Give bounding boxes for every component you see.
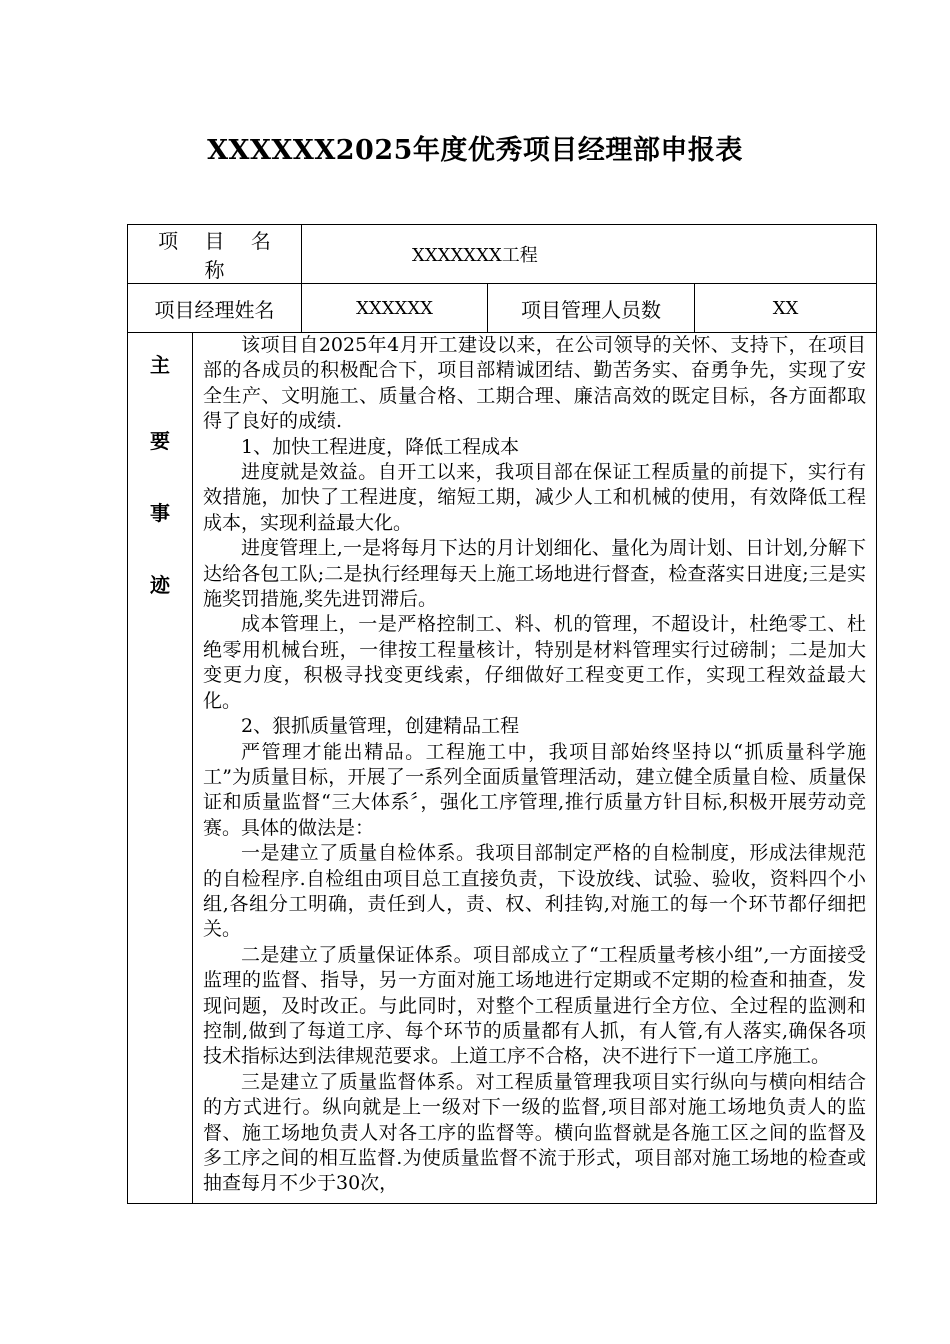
paragraph: 进度就是效益。自开工以来，我项目部在保证工程质量的前提下，实行有效措施，加快了工程进度，缩短工期，减少人工和机械的使用，有效降低工程成本，实现利益最大化。	[203, 461, 867, 534]
paragraph: 该项目自2025年4月开工建设以来，在公司领导的关怀、支持下，在项目部的各成员的积极配合下，项目部精诚团结、勤苦务实、奋勇争先，实现了安全生产、文明施工、质量合格、工期合理、廉洁高效的既定目标，各方面都取得了良好的成绩.	[203, 334, 867, 433]
main-deeds-char: 事	[150, 501, 170, 525]
project-name-value: XXXXXXX工程	[302, 225, 877, 284]
paragraph: 一是建立了质量自检体系。我项目部制定严格的自检制度，形成法律规范的自检程序.自检组由项目总工直接负责，下设放线、试验、验收，资料四个小组,各组分工明确，责任到人，责、权、利挂钩,对施工的每一个环节都仔细把关。	[203, 842, 867, 941]
main-deeds-char: 主	[150, 353, 170, 377]
project-name-label: 项 目 名 称	[128, 225, 302, 284]
page-title: XXXXXX2025年度优秀项目经理部申报表	[207, 135, 743, 166]
paragraph: 三是建立了质量监督体系。对工程质量管理我项目实行纵向与横向相结合的方式进行。纵向就是上一级对下一级的监督,项目部对施工场地负责人的监督、施工场地负责人对各工序的监督等。横向监督就是各施工区之间的监督及多工序之间的相互监督.为使质量监督不流于形式，项目部对施工场地的检查或抽查每月不少于30次，	[203, 1070, 867, 1195]
application-form-table	[127, 224, 877, 1204]
main-deeds-char: 迹	[150, 573, 170, 597]
main-deeds-label	[128, 333, 193, 1204]
section-heading: 1、加快工程进度，降低工程成本	[241, 435, 520, 458]
main-deeds-char: 要	[150, 429, 170, 453]
manager-name-value: XXXXXX	[302, 284, 488, 333]
section-heading: 2、狠抓质量管理，创建精品工程	[241, 715, 520, 738]
manager-name-label: 项目经理姓名	[128, 284, 302, 333]
paragraph: 进度管理上,一是将每月下达的月计划细化、量化为周计划、日计划,分解下达给各包工队;二是执行经理每天上施工场地进行督查，检查落实日进度;三是实施奖罚措施,奖先进罚滞后。	[203, 537, 867, 611]
manager-row	[128, 284, 877, 333]
staff-count-label: 项目管理人员数	[488, 284, 695, 333]
main-deeds-row	[128, 333, 877, 1204]
main-deeds-content	[193, 333, 877, 1204]
paragraph: 严管理才能出精品。工程施工中，我项目部始终坚持以“抓质量科学施工”为质量目标，开展了一系列全面质量管理活动，建立健全质量自检、质量保证和质量监督“三大体系〞，强化工序管理,推行质量方针目标,积极开展劳动竞赛。具体的做法是：	[203, 740, 867, 839]
staff-count-value: XX	[695, 284, 877, 333]
project-name-row	[128, 225, 877, 284]
paragraph: 二是建立了质量保证体系。项目部成立了“工程质量考核小组”,一方面接受监理的监督、指导，另一方面对施工场地进行定期或不定期的检查和抽查，发现问题，及时改正。与此同时，对整个工程质量进行全方位、全过程的监测和控制,做到了每道工序、每个环节的质量都有人抓，有人管,有人落实,确保各项技术指标达到法律规范要求。上道工序不合格，决不进行下一道工序施工。	[203, 943, 867, 1068]
paragraph: 成本管理上，一是严格控制工、料、机的管理，不超设计，杜绝零工、杜绝零用机械台班，一律按工程量核计，特别是材料管理实行过磅制；二是加大变更力度，积极寻找变更线索，仔细做好工程变更工作，实现工程效益最大化。	[203, 613, 867, 712]
